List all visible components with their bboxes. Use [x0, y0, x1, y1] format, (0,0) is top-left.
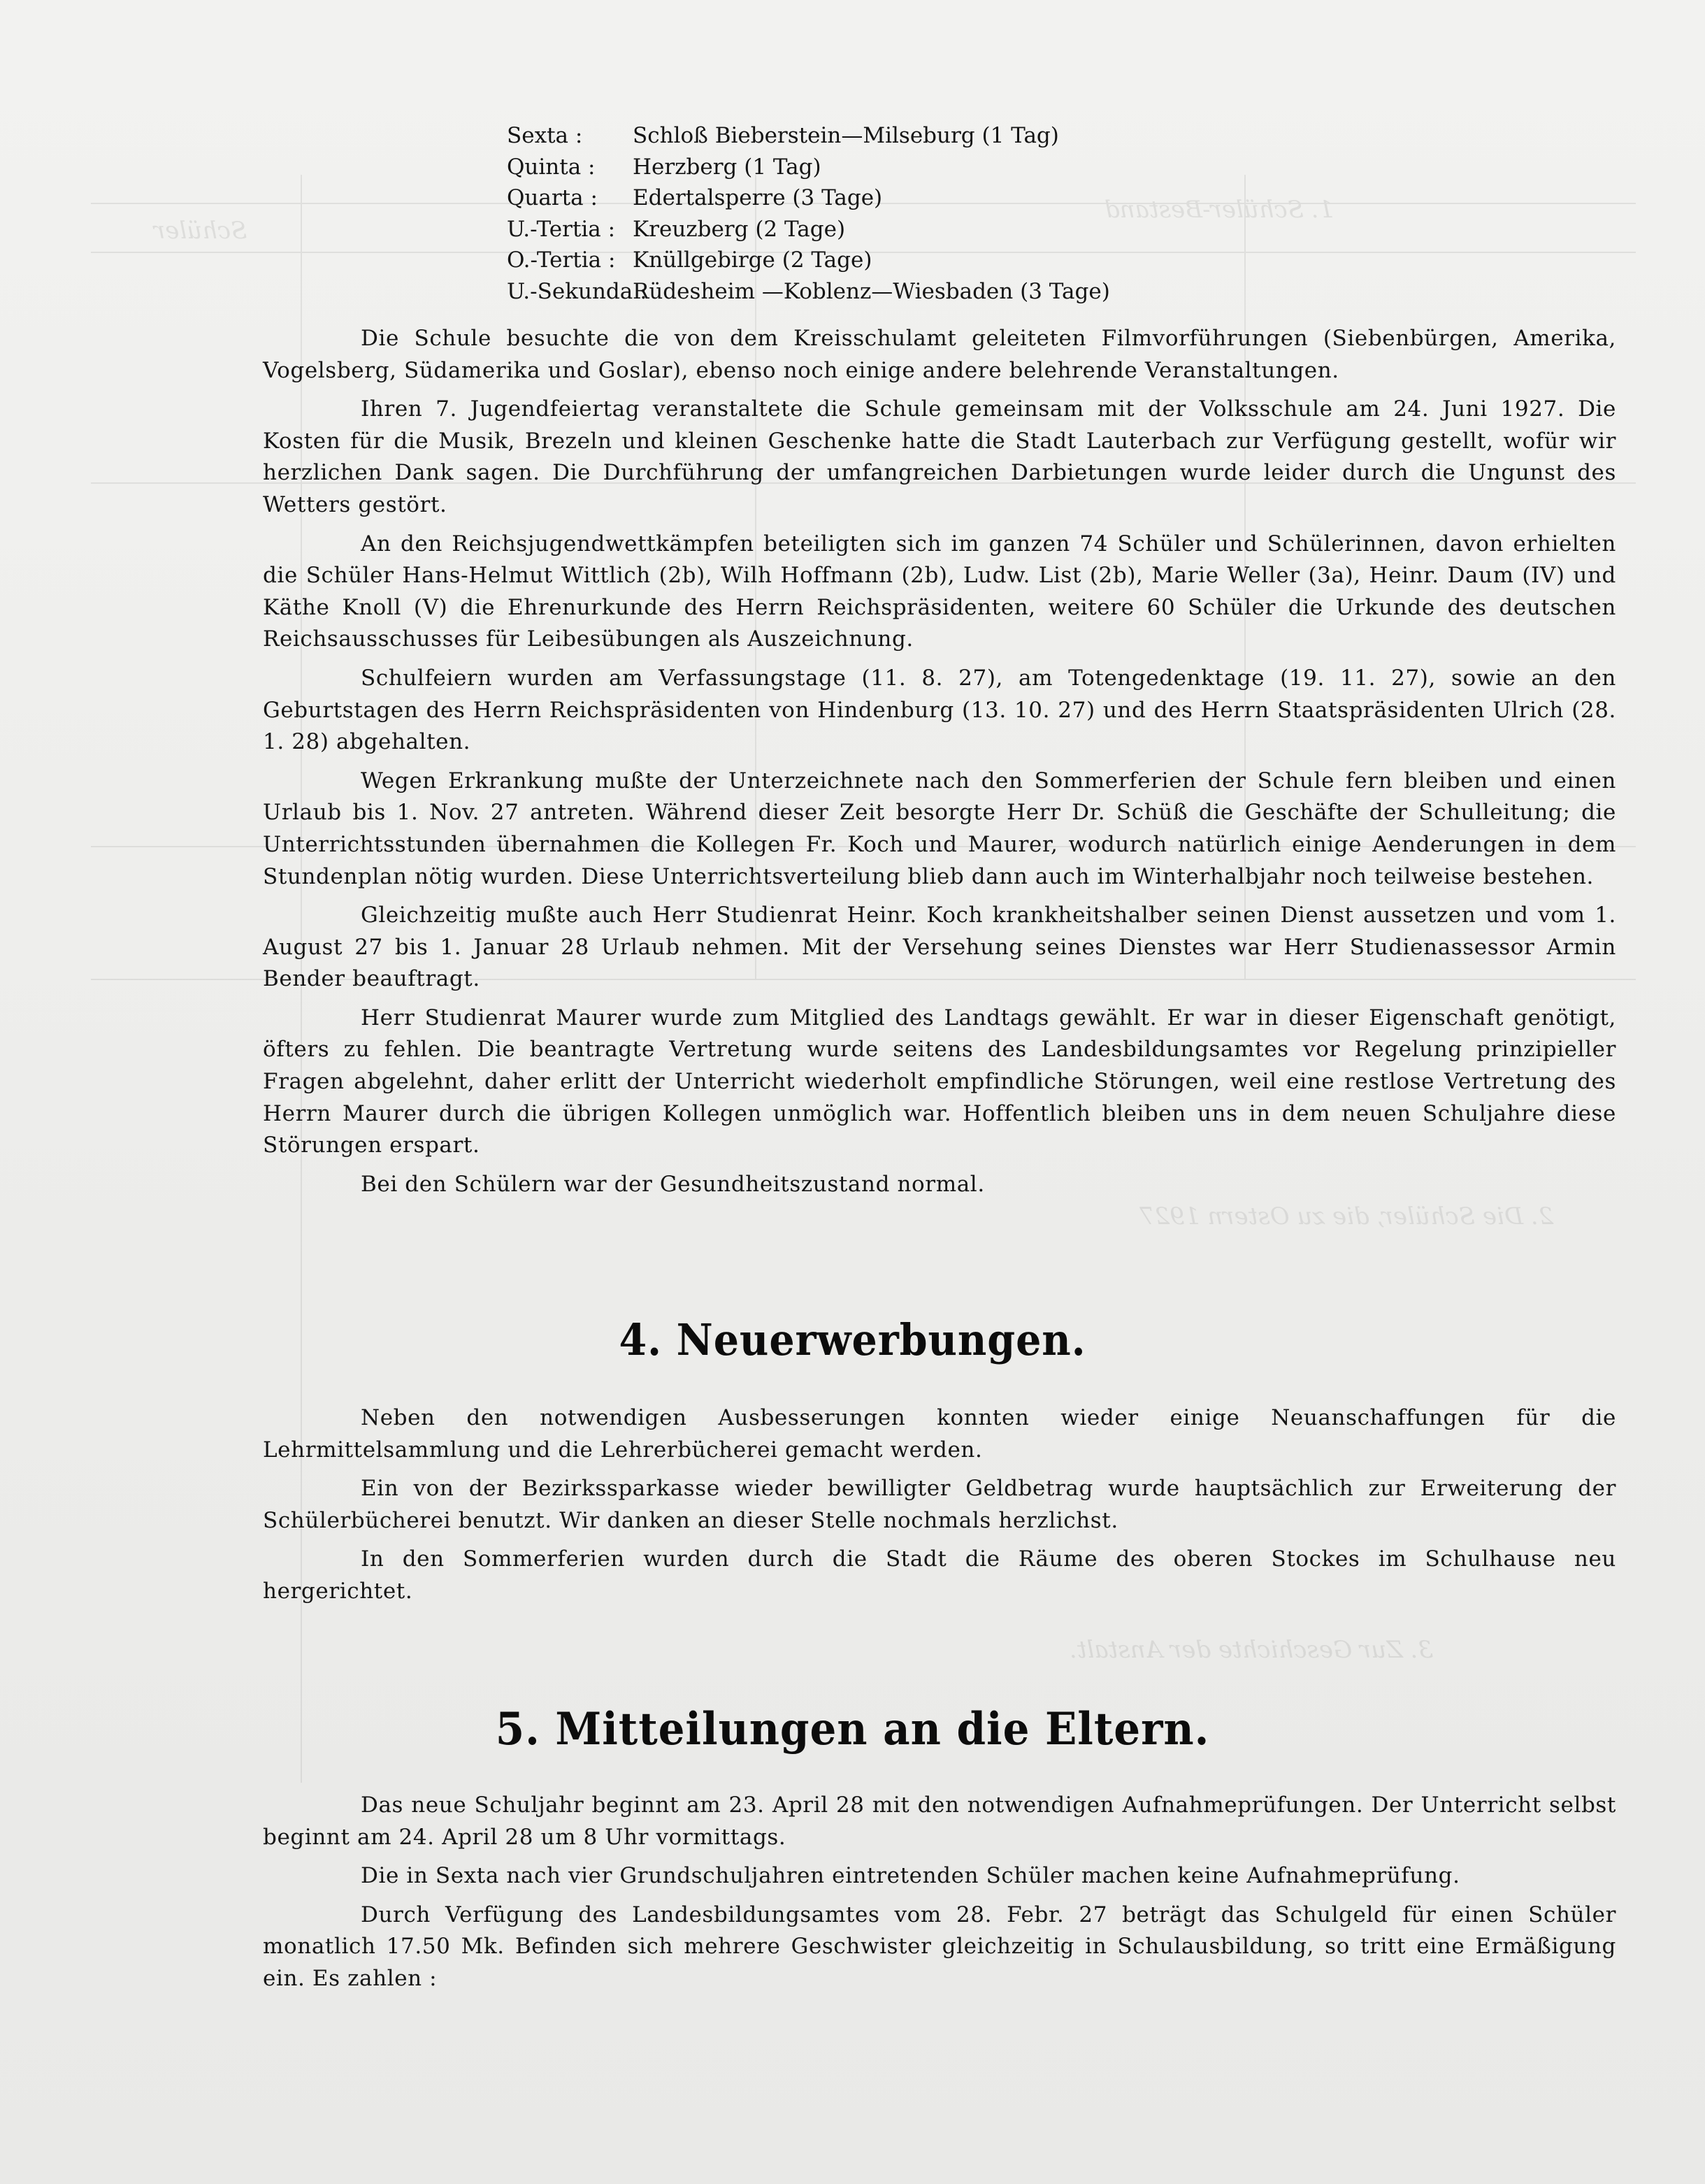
excursion-class: Sexta :	[507, 123, 583, 148]
excursion-row	[507, 152, 1110, 183]
paragraph: Ihren 7. Jugendfeiertag veranstaltete die Schule gemeinsam mit der Volksschule am 24. Juni 1927. Die Kosten für die Musik, Brezeln und kleinen Geschenke hatte die Stadt Lauterbach zur Verfügung gestellt, wofür wir herzlichen Dank sagen. Die Durchführung der umfangreichen Darbietungen wurde leider durch die Ungunst des Wetters gestört.	[263, 396, 1616, 517]
section-heading-acquisitions: 4. Neuerwerbungen.	[619, 1314, 1086, 1365]
excursion-class: O.-Tertia :	[507, 247, 616, 273]
excursion-row	[507, 120, 1110, 152]
parents-notice-text	[263, 1790, 1616, 1995]
excursion-list	[507, 120, 1110, 307]
excursion-destination: Herzberg (1 Tag)	[633, 154, 821, 180]
excursion-class: U.-Sekunda :	[507, 278, 647, 304]
excursion-class: U.-Tertia :	[507, 216, 616, 242]
excursion-destination: Edertalsperre (3 Tage)	[633, 185, 883, 210]
acquisitions-text	[263, 1402, 1616, 1608]
excursion-destination: Knüllgebirge (2 Tage)	[633, 247, 872, 273]
paragraph: Die Schule besuchte die von dem Kreisschulamt geleiteten Filmvorführungen (Siebenbürgen, Amerika, Vogelsberg, Südamerika und Goslar), ebenso noch einige andere belehrende Veranstaltungen.	[263, 326, 1616, 383]
section-heading-parents: 5. Mitteilungen an die Eltern.	[495, 1703, 1210, 1755]
paragraph: An den Reichsjugendwettkämpfen beteiligten sich im ganzen 74 Schüler und Schülerinnen, davon erhielten die Schüler Hans-Helmut Wittlich (2b), Wilh Hoffmann (2b), Ludw. List (2b), Marie Weller (3a), Heinr. Daum (IV) und Käthe Knoll (V) die Ehrenurkunde des Herrn Reichspräsidenten, weitere 60 Schüler die Urkunde des deutschen Reichsausschusses für Leibesübungen als Auszeichnung.	[263, 531, 1616, 652]
show-through-texture: Schüler 1. Schüler-Bestand 2. Die Schüler, die zu Ostern 1927 3. Zur Geschichte der Anstalt.	[91, 175, 1636, 1783]
school-history-text	[263, 323, 1616, 1200]
paragraph: Wegen Erkrankung mußte der Unterzeichnete nach den Sommerferien der Schule fern bleiben und einen Urlaub bis 1. Nov. 27 antreten. Während dieser Zeit besorgte Herr Dr. Schüß die Geschäfte der Schulleitung; die Unterrichtsstunden übernahmen die Kollegen Fr. Koch und Maurer, wodurch natürlich einige Aenderungen in dem Stundenplan nötig wurden. Diese Unterrichtsverteilung blieb dann auch im Winterhalbjahr noch teilweise bestehen.	[263, 768, 1616, 889]
excursion-row	[507, 276, 1110, 308]
excursion-row	[507, 245, 1110, 276]
excursion-destination: Schloß Bieberstein—Milseburg (1 Tag)	[633, 123, 1059, 148]
excursion-row	[507, 182, 1110, 214]
excursion-row	[507, 214, 1110, 245]
paragraph: In den Sommerferien wurden durch die Stadt die Räume des oberen Stockes im Schulhause neu hergerichtet.	[263, 1546, 1616, 1604]
excursion-class: Quinta :	[507, 154, 596, 180]
paragraph: Das neue Schuljahr beginnt am 23. April 28 mit den notwendigen Aufnahmeprüfungen. Der Unterricht selbst beginnt am 24. April 28 um 8 Uhr vormittags.	[263, 1793, 1616, 1850]
excursion-class: Quarta :	[507, 185, 598, 210]
paragraph: Herr Studienrat Maurer wurde zum Mitglied des Landtags gewählt. Er war in dieser Eigenschaft genötigt, öfters zu fehlen. Die beantragte Vertretung wurde seitens des Landesbildungsamtes vor Regelung prinzipieller Fragen abgelehnt, daher erlitt der Unterricht wiederholt empfindliche Störungen, weil eine restlose Vertretung des Herrn Maurer durch die übrigen Kollegen unmöglich war. Hoffentlich bleiben uns in dem neuen Schuljahre diese Störungen erspart.	[263, 1005, 1616, 1158]
paragraph: Schulfeiern wurden am Verfassungstage (11. 8. 27), am Totengedenktage (19. 11. 27), sowie an den Geburtstagen des Herrn Reichspräsidenten von Hindenburg (13. 10. 27) und des Herrn Staatspräsidenten Ulrich (28. 1. 28) abgehalten.	[263, 665, 1616, 755]
excursion-destination: Kreuzberg (2 Tage)	[633, 216, 846, 242]
paragraph: Bei den Schülern war der Gesundheitszustand normal.	[361, 1171, 985, 1197]
paragraph: Neben den notwendigen Ausbesserungen konnten wieder einige Neuanschaffungen für die Lehrmittelsammlung und die Lehrerbücherei gemacht werden.	[263, 1405, 1616, 1463]
paragraph: Ein von der Bezirkssparkasse wieder bewilligter Geldbetrag wurde hauptsächlich zur Erweiterung der Schülerbücherei benutzt. Wir danken an dieser Stelle nochmals herzlichst.	[263, 1476, 1616, 1533]
paragraph: Die in Sexta nach vier Grundschuljahren eintretenden Schüler machen keine Aufnahmeprüfung.	[361, 1863, 1460, 1889]
paragraph: Gleichzeitig mußte auch Herr Studienrat Heinr. Koch krankheitshalber seinen Dienst aussetzen und vom 1. August 27 bis 1. Januar 28 Urlaub nehmen. Mit der Versehung seines Dienstes war Herr Studienassessor Armin Bender beauftragt.	[263, 903, 1616, 992]
excursion-destination: Rüdesheim —Koblenz—Wiesbaden (3 Tage)	[633, 278, 1110, 304]
paragraph: Durch Verfügung des Landesbildungsamtes vom 28. Febr. 27 beträgt das Schulgeld für einen Schüler monatlich 17.50 Mk. Befinden sich mehrere Geschwister gleichzeitig in Schulausbildung, so tritt eine Ermäßigung ein. Es zahlen :	[263, 1902, 1616, 1991]
